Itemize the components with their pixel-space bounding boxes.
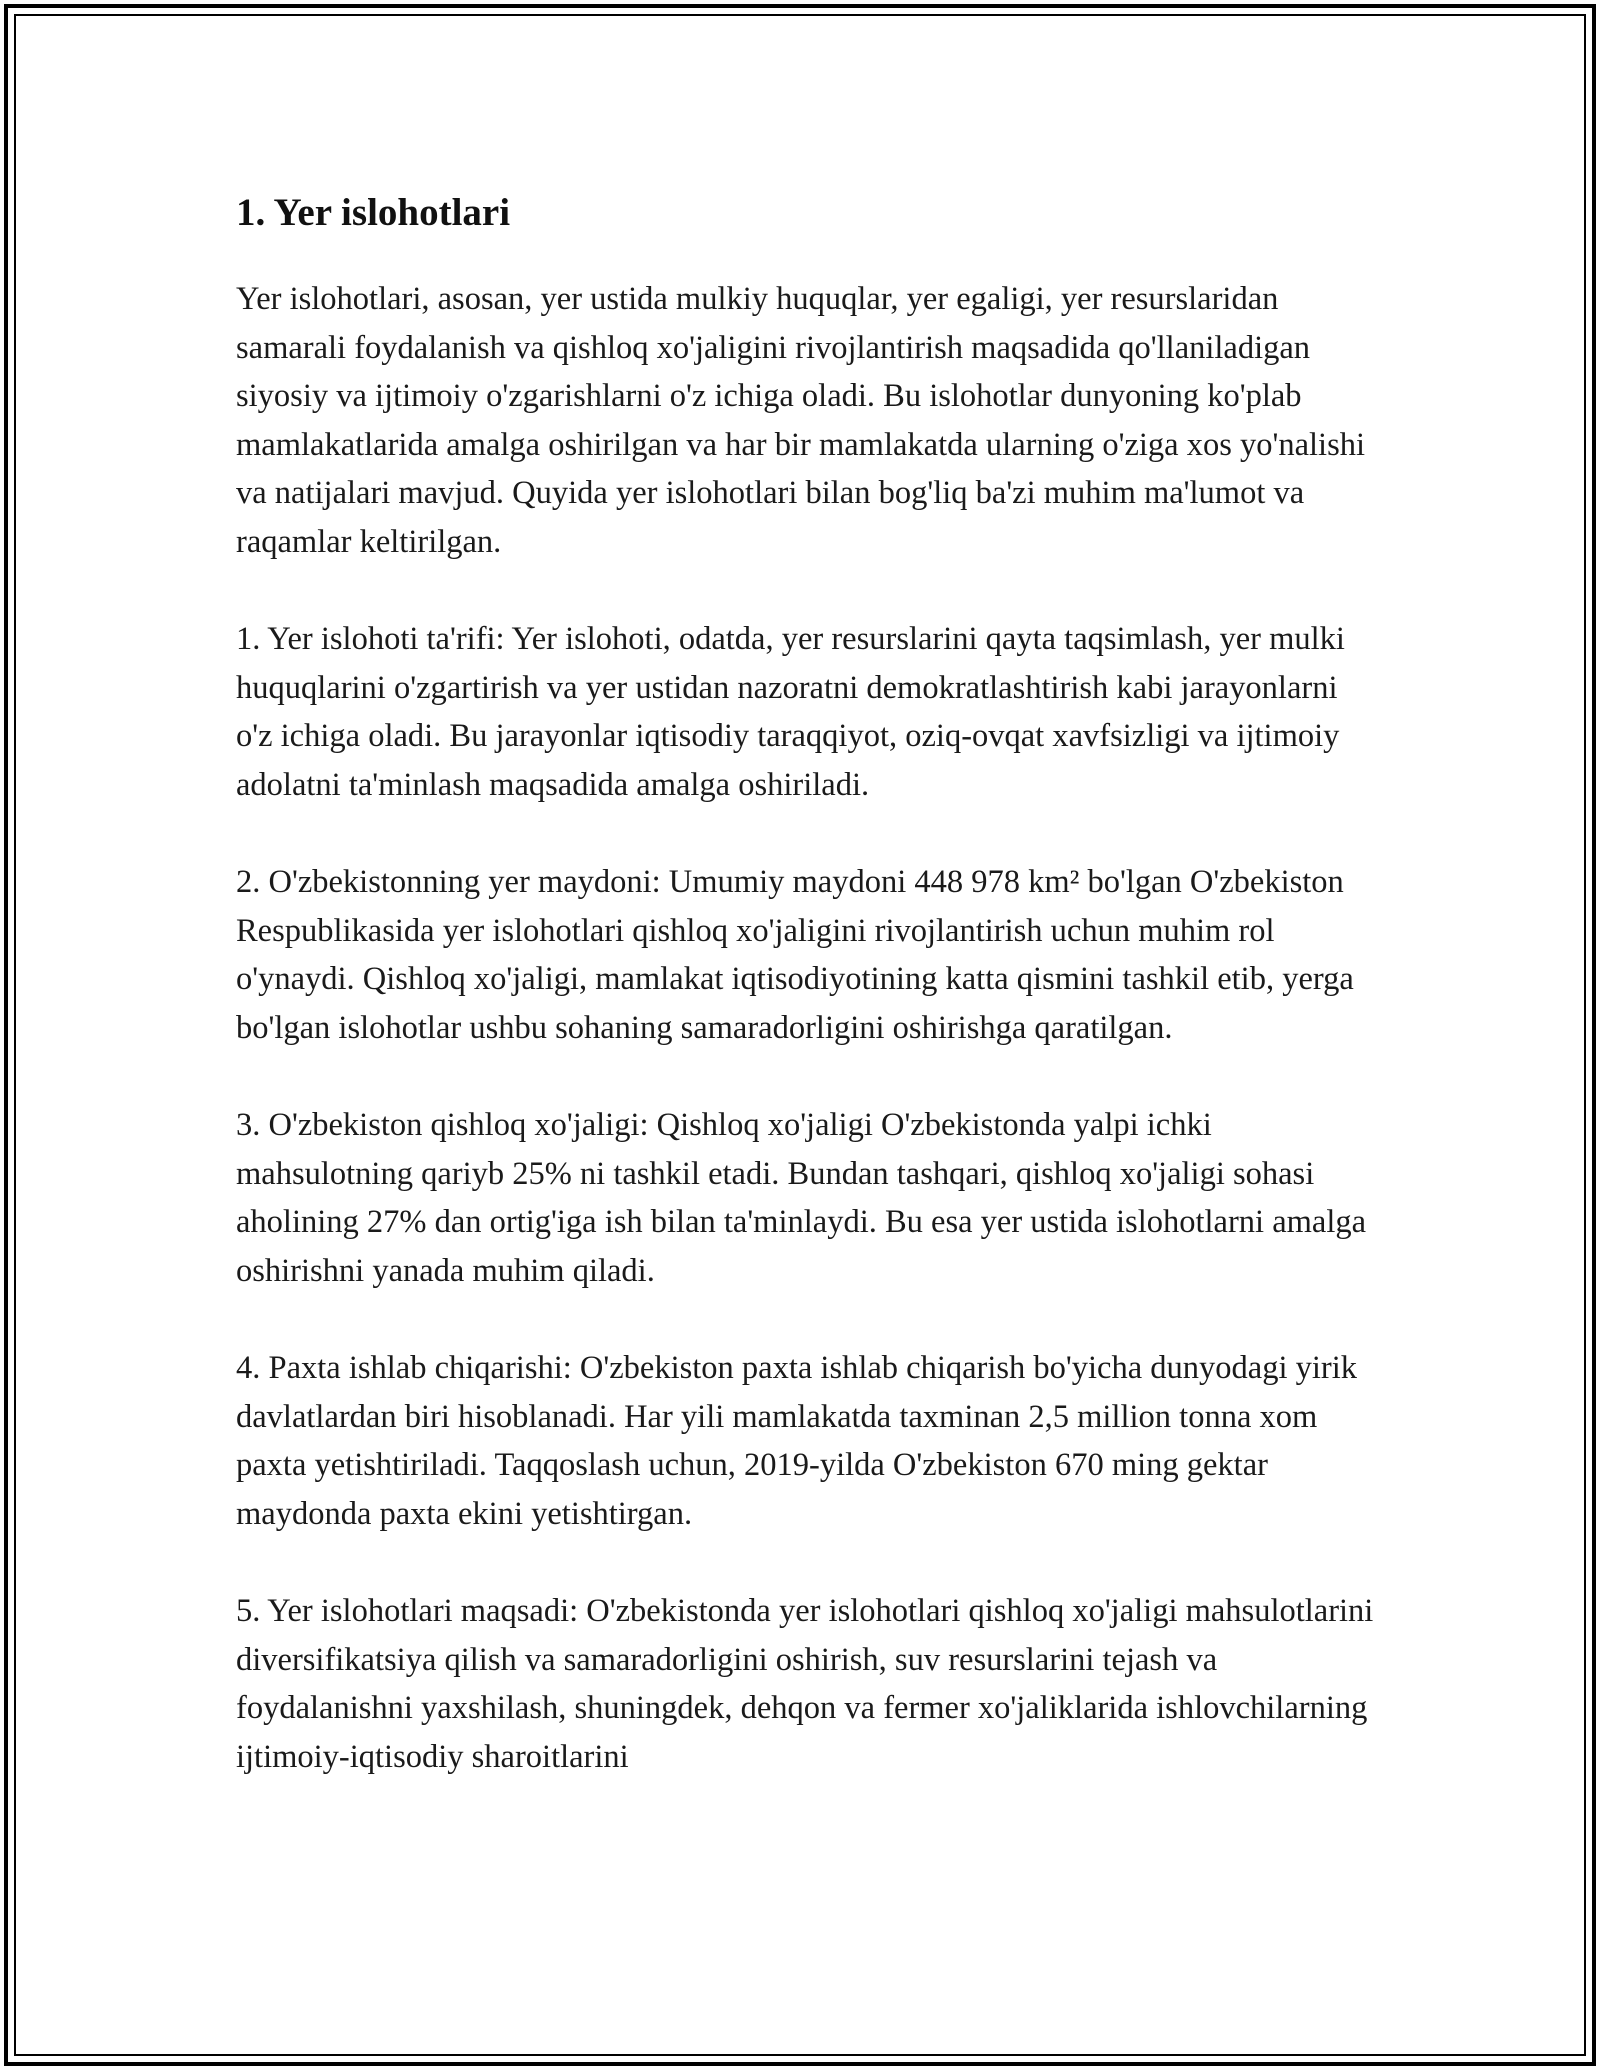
paragraph-3-agriculture: 3. O'zbekiston qishloq xo'jaligi: Qishloq xo'jaligi O'zbekistonda yalpi ichki mahsulotning qariyb 25% ni tashkil etadi. Bundan tashqari, qishloq xo'jaligi sohasi aholining 27% dan ortig'iga ish bilan ta'minlaydi. Bu esa yer ustida islohotlarni amalga oshirishni yanada muhim qiladi. (236, 1107, 1367, 1289)
paragraph-4-cotton: 4. Paxta ishlab chiqarishi: O'zbekiston paxta ishlab chiqarish bo'yicha dunyodagi yirik davlatlardan biri hisoblanadi. Har yili mamlakatda taxminan 2,5 million tonna xom paxta yetishtiriladi. Taqqoslash uchun, 2019-yilda O'zbekiston 670 ming gektar maydonda paxta ekini yetishtirgan. (236, 1350, 1357, 1532)
paragraph-intro: Yer islohotlari, asosan, yer ustida mulkiy huquqlar, yer egaligi, yer resurslaridan samarali foydalanish va qishloq xo'jaligini rivojlantirish maqsadida qo'llaniladigan siyosiy va ijtimoiy o'zgarishlarni o'z ichiga oladi. Bu islohotlar dunyoning ko'plab mamlakatlarida amalga oshirilgan va har bir mamlakatda ularning o'ziga xos yo'nalishi va natijalari mavjud. Quyida yer islohotlari bilan bog'liq ba'zi muhim ma'lumot va raqamlar keltirilgan. (236, 281, 1365, 560)
paragraph-2-land-area: 2. O'zbekistonning yer maydoni: Umumiy maydoni 448 978 km² bo'lgan O'zbekiston Respublikasida yer islohotlari qishloq xo'jaligini rivojlantirish uchun muhim rol o'ynaydi. Qishloq xo'jaligi, mamlakat iqtisodiyotining katta qismini tashkil etib, yerga bo'lgan islohotlar ushbu sohaning samaradorligini oshirishga qaratilgan. (236, 864, 1354, 1046)
paragraph-5-goals: 5. Yer islohotlari maqsadi: O'zbekistonda yer islohotlari qishloq xo'jaligi mahsulotlarini diversifikatsiya qilish va samaradorligini oshirish, suv resurslarini tejash va foydalanishni yaxshilash, shuningdek, dehqon va fermer xo'jaliklarida ishlovchilarning ijtimoiy-iqtisodiy sharoitlarini (236, 1593, 1374, 1775)
paragraph-1-definition: 1. Yer islohoti ta'rifi: Yer islohoti, odatda, yer resurslarini qayta taqsimlash, yer mulki huquqlarini o'zgartirish va yer ustidan nazoratni demokratlashtirish kabi jarayonlarni o'z ichiga oladi. Bu jarayonlar iqtisodiy taraqqiyot, oziq-ovqat xavfsizligi va ijtimoiy adolatni ta'minlash maqsadida amalga oshiriladi. (236, 621, 1345, 803)
document-title: 1. Yer islohotlari (236, 191, 511, 234)
document-body (236, 185, 1376, 1781)
